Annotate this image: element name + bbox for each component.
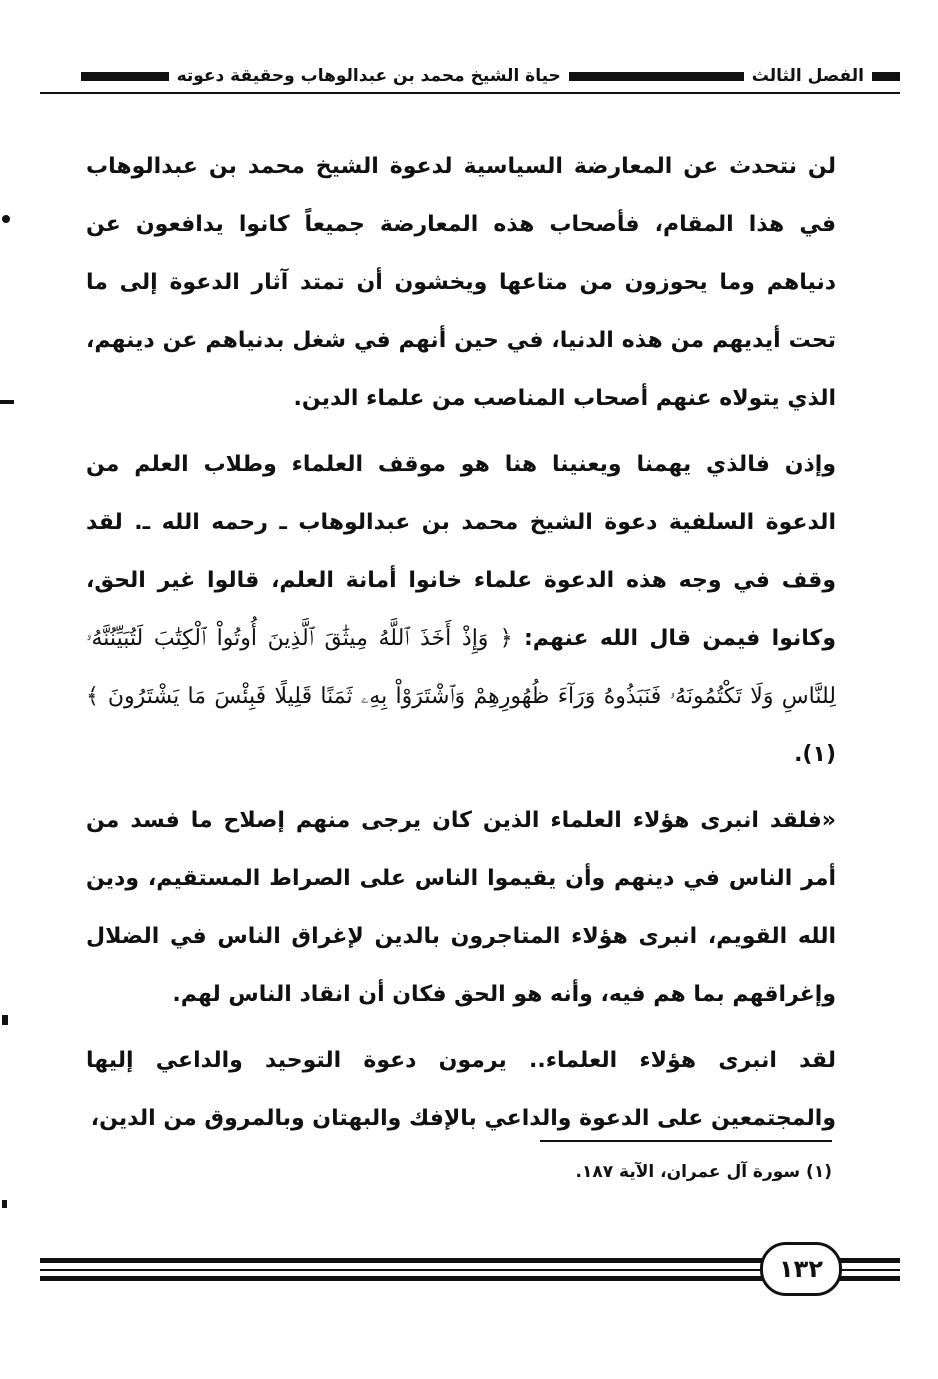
margin-speck <box>2 1200 7 1208</box>
running-header <box>40 62 900 90</box>
margin-speck <box>2 215 10 223</box>
paragraph-2 <box>86 436 836 784</box>
footnote-reference: (١). <box>794 742 836 767</box>
chapter-label: الفصل الثالث <box>751 66 864 86</box>
header-rule <box>40 92 900 94</box>
main-text <box>86 138 836 1156</box>
header-bar-middle <box>569 72 744 81</box>
quran-verse: وَإِذْ أَخَذَ ٱللَّهُ مِيثَٰقَ ٱلَّذِينَ أُوتُواْ ٱلْكِتَٰبَ لَتُبَيِّنُنَّهُۥ لِلنَّاسِ وَلَا تَكْتُمُونَهُۥ فَنَبَذُوهُ وَرَآءَ ظُهُورِهِمْ وَٱشْتَرَوْاْ بِهِۦ ثَمَنًا قَلِيلًا فَبِئْسَ مَا يَشْتَرُونَ <box>86 626 836 709</box>
quran-close-bracket: ﴾ <box>86 684 99 709</box>
paragraph-1: لن نتحدث عن المعارضة السياسية لدعوة الشيخ محمد بن عبدالوهاب في هذا المقام، فأصحاب هذه المعارضة جميعاً كانوا يدافعون عن دنياهم وما يحوزون من متاعها ويخشون أن تمتد آثار الدعوة إلى ما تحت أيديهم من هذه الدنيا، في حين أنهم في شغل بدنياهم عن دينهم، الذي يتولاه عنهم أصحاب المناصب من علماء الدين. <box>86 154 836 411</box>
header-bar-right <box>872 72 900 81</box>
book-title: حياة الشيخ محمد بن عبدالوهاب وحقيقة دعوته <box>176 66 561 86</box>
quran-open-bracket: ﴿ <box>499 626 513 651</box>
margin-speck <box>2 1015 8 1025</box>
page-number: ١٣٢ <box>760 1242 842 1296</box>
footnote-rule <box>540 1140 832 1142</box>
paragraph-3: «فلقد انبرى هؤلاء العلماء الذين كان يرجى منهم إصلاح ما فسد من أمر الناس في دينهم وأن يقيموا الناس على الصراط المستقيم، ودين الله القويم، انبرى هؤلاء المتاجرون بالدين لإغراق الناس في الضلال وإغراقهم بما هم فيه، وأنه هو الحق فكان أن انقاد الناس لهم. <box>86 808 836 1007</box>
paragraph-4: لقد انبرى هؤلاء العلماء.. يرمون دعوة التوحيد والداعي إليها والمجتمعين على الدعوة والداعي بالإفك والبهتان وبالمروق من الدين، <box>86 1048 836 1131</box>
header-bar-left <box>81 72 169 81</box>
footnote: (١) سورة آل عمران، الآية ١٨٧. <box>575 1162 832 1182</box>
page-footer <box>40 1238 900 1298</box>
margin-speck <box>0 400 14 404</box>
paragraph-2-text: وإذن فالذي يهمنا ويعنينا هنا هو موقف العلماء وطلاب العلم من الدعوة السلفية دعوة الشيخ محمد بن عبدالوهاب ـ رحمه الله ـ. لقد وقف في وجه هذه الدعوة علماء خانوا أمانة العلم، قالوا غير الحق، وكانوا فيمن قال الله عنهم: <box>86 452 836 651</box>
